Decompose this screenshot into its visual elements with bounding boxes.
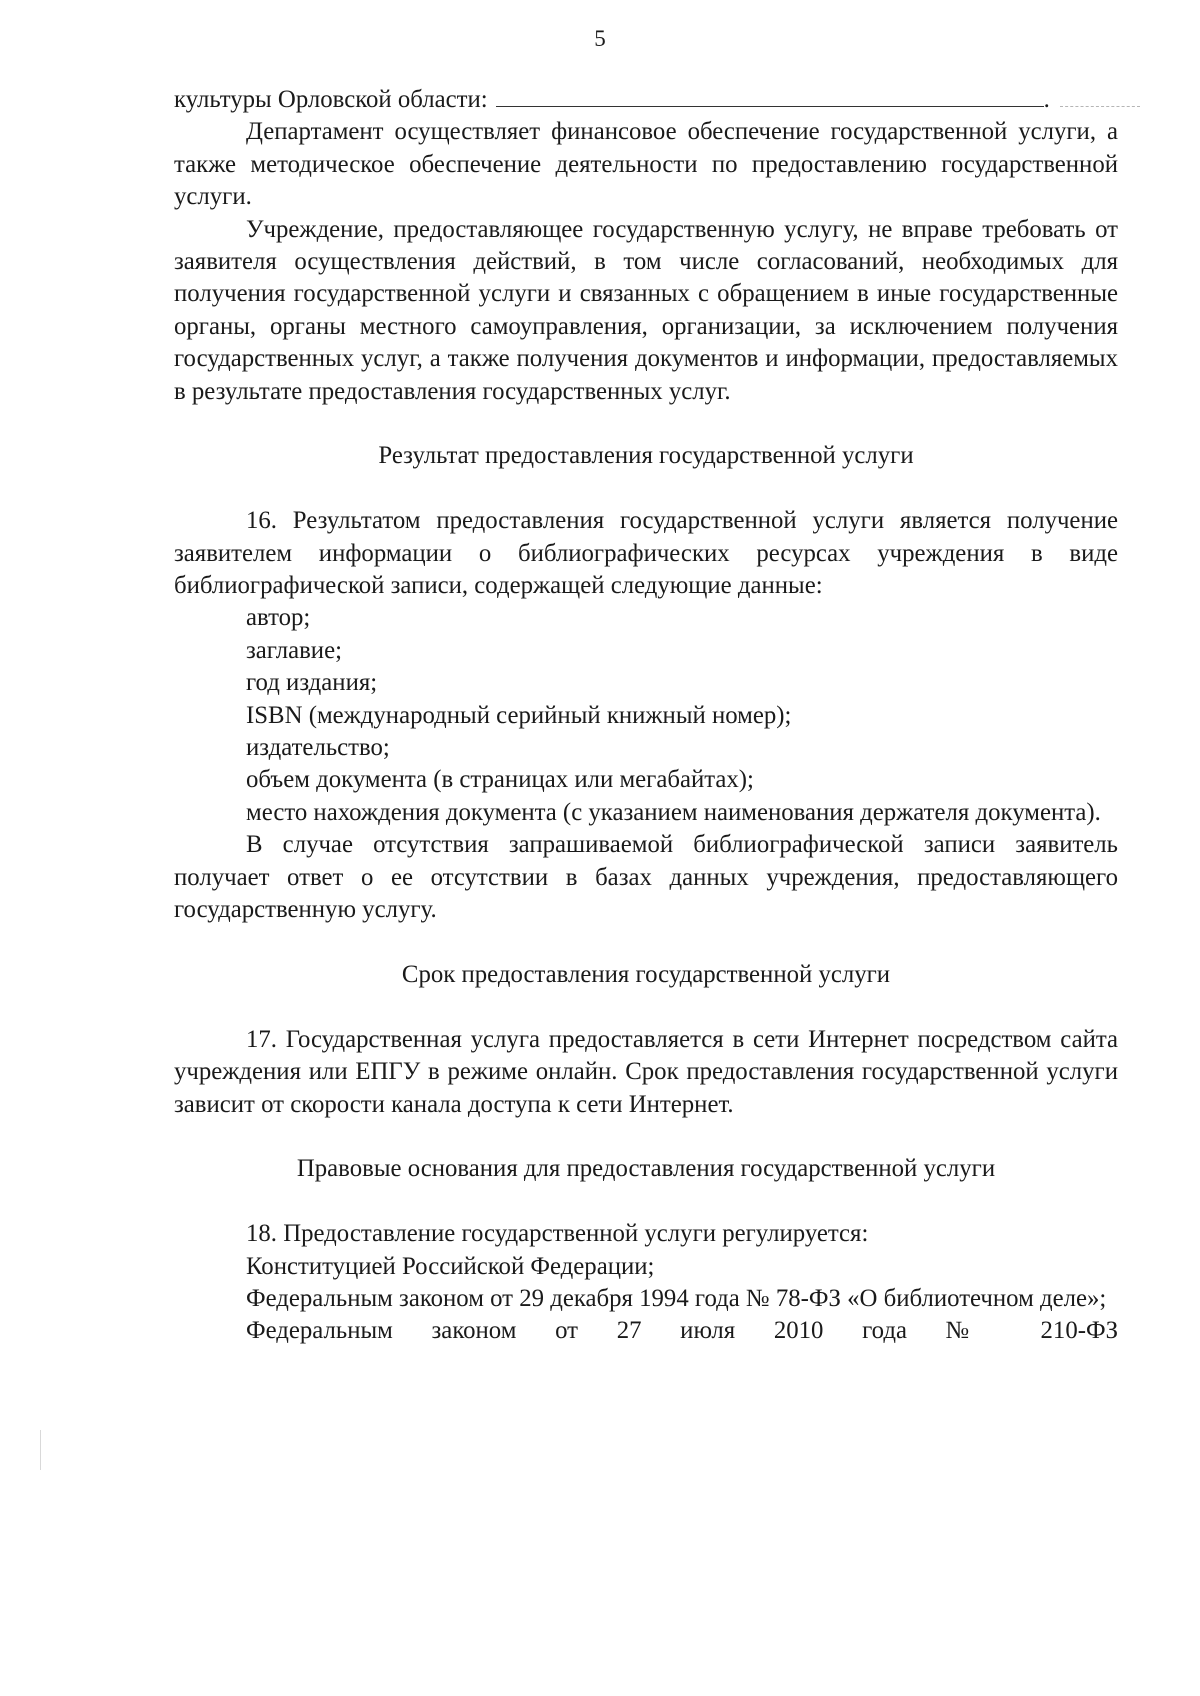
paragraph-17: 17. Государственная услуга предоставляется в сети Интернет посредством сайта учреждения или ЕПГУ в режиме онлайн. Срок предоставления государственной услуги зависит от скорости канала доступа к сети Интернет. <box>174 1025 1118 1118</box>
heading-term: Срок предоставления государственной услуги <box>401 960 891 988</box>
intro-line <box>174 84 1118 116</box>
legal-law-78: Федеральным законом от 29 декабря 1994 года № 78-ФЗ «О библиотечном деле»; <box>246 1284 1107 1312</box>
heading-legal: Правовые основания для предоставления государственной услуги <box>296 1155 996 1183</box>
paragraph-department: Департамент осуществляет финансовое обеспечение государственной услуги, а также методическое обеспечение деятельности по предоставлению государственной услуги. <box>174 118 1118 211</box>
list-item: год издания; <box>246 669 378 697</box>
heading-result: Результат предоставления государственной услуги <box>378 442 914 470</box>
scan-artifact <box>40 1430 41 1470</box>
document-body <box>174 84 1118 1348</box>
spacer <box>174 408 1118 440</box>
spacer <box>174 1186 1118 1218</box>
paragraph-institution: Учреждение, предоставляющее государственную услугу, не вправе требовать от заявителя осуществления действий, в том числе согласований, необходимых для получения государственной услуги и связанных с обращением в иные государственные органы, органы местного самоуправления, организации, за исключением получения государственных услуг, а также получения документов и информации, предоставляемых в результате предоставления государственных услуг. <box>174 215 1118 405</box>
spacer <box>174 473 1118 505</box>
list-item: заглавие; <box>246 636 342 664</box>
spacer <box>174 1121 1118 1153</box>
paragraph-16: 16. Результатом предоставления государственной услуги является получение заявителем информации о библиографических ресурсах учреждения в виде библиографической записи, содержащей следующие данные: <box>174 507 1118 600</box>
blank-underline <box>496 88 1044 107</box>
paragraph-absence: В случае отсутствия запрашиваемой библиографической записи заявитель получает ответ о ее отсутствии в базах данных учреждения, предоставляющего государственную услугу. <box>174 831 1118 924</box>
paragraph-18: 18. Предоставление государственной услуги регулируется: <box>246 1220 869 1248</box>
legal-law-210: Федеральным законом от 27 июля 2010 года № 210-ФЗ <box>246 1317 1118 1345</box>
list-item: автор; <box>246 604 311 632</box>
spacer <box>174 991 1118 1023</box>
list-item-location: место нахождения документа (с указанием наименования держателя документа). <box>246 798 1101 826</box>
faded-dashes <box>1060 90 1140 107</box>
intro-period: . <box>1043 86 1050 113</box>
list-item: ISBN (международный серийный книжный номер); <box>246 701 792 729</box>
intro-text: культуры Орловской области: <box>174 86 488 113</box>
list-item: издательство; <box>246 734 390 762</box>
page-number: 5 <box>594 26 606 51</box>
list-item: объем документа (в страницах или мегабайтах); <box>246 766 754 794</box>
spacer <box>174 927 1118 959</box>
legal-constitution: Конституцией Российской Федерации; <box>246 1252 655 1280</box>
